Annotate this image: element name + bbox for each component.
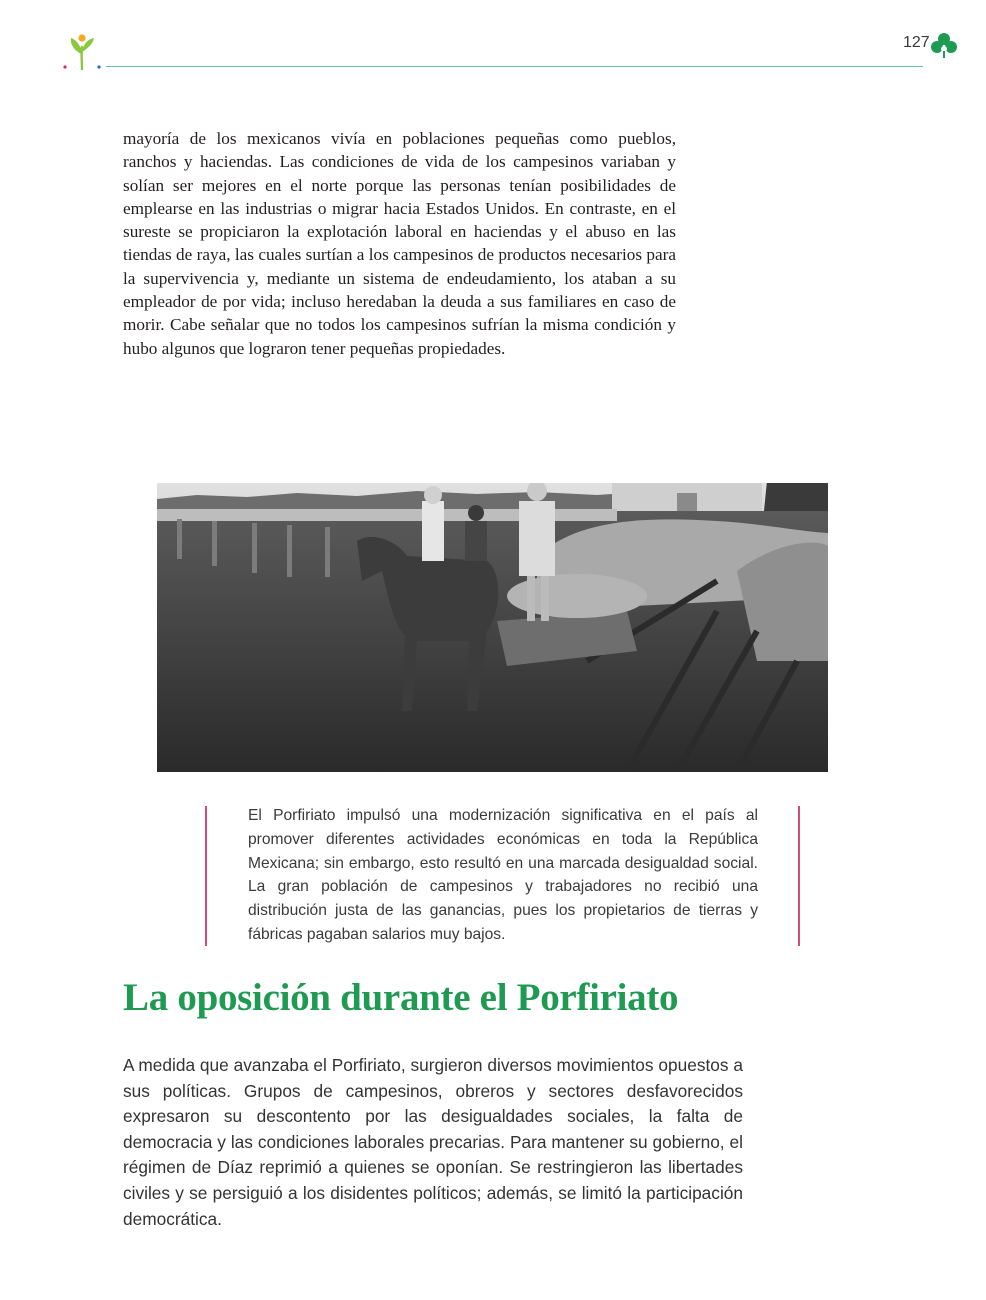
page-number: 127 [903, 34, 930, 51]
body-paragraph: mayoría de los mexicanos vivía en poblaciones pequeñas como pueblos, ranchos y haciendas. Las condiciones de vida de los campesinos variaban y solían ser mejores en el norte porque las personas tenían posibilidades de emplearse en las industrias o migrar hacia Estados Unidos. En contraste, en el sureste se propiciaron la explotación laboral en haciendas y el abuso en las tiendas de raya, las cuales surtían a los campesinos de productos necesarios para la supervivencia y, mediante un sistema de endeudamiento, los ataban a su empleador de por vida; incluso heredaban la deuda a sus familiares en caso de morir. Cabe señalar que no todos los campesinos sufrían la misma condición y hubo algunos que lograron tener pequeñas propiedades. [123, 129, 676, 358]
caption-left-rule [205, 806, 207, 946]
photo-caption: El Porfiriato impulsó una modernización significativa en el país al promover diferentes actividades económicas en toda la República Mexicana; sin embargo, esto resultó en una marcada desigualdad social. La gran población de campesinos y trabajadores no recibió una distribución justa de las ganancias, pues los propietarios de tierras y fábricas pagaban salarios muy bajos. [248, 807, 758, 943]
section-paragraph: A medida que avanzaba el Porfiriato, surgieron diversos movimientos opuestos a sus políticas. Grupos de campesinos, obreros y sectores desfavorecidos expresaron su descontento por las desigualdades sociales, la falta de democracia y las condiciones laborales precarias. Para mantener su gobierno, el régimen de Díaz reprimió a quienes se oponían. Se restringieron las libertades civiles y se persiguió a los disidentes políticos; además, se limitó la participación democrática. [123, 1055, 743, 1229]
header-rule [106, 66, 923, 67]
section-title: La oposición durante el Porfiriato [123, 976, 679, 1019]
caption-right-rule [798, 806, 800, 946]
historical-photo [157, 421, 828, 772]
sprout-figure-icon [60, 30, 104, 74]
leaf-cluster-icon [930, 32, 958, 58]
